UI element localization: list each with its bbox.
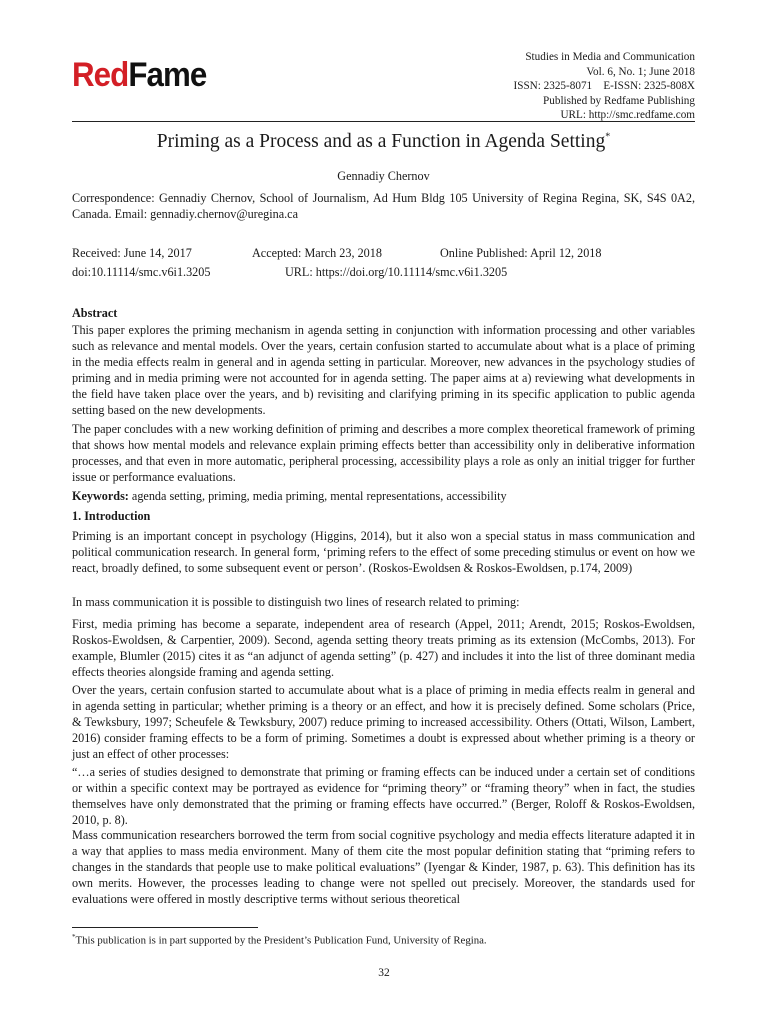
journal-info — [514, 50, 696, 123]
published-date: Online Published: April 12, 2018 — [440, 246, 602, 260]
abstract-heading: Abstract — [72, 306, 118, 320]
paper-title — [72, 131, 695, 153]
title-footnote-mark: * — [605, 131, 611, 143]
footnote — [72, 933, 487, 947]
footnote-mark: * — [72, 933, 76, 941]
doi-url[interactable]: URL: https://doi.org/10.11114/smc.v6i1.3205 — [285, 265, 508, 279]
intro-paragraph-5: Mass communication researchers borrowed the term from social cognitive psychology and media effects literature adapted it in a way that applies to mass media environment. Many of them cite the most popular definition stating that “priming refers to changes in the standards that people use to make political evaluations” (Iyengar & Kinder, 1987, p. 63). This definition has its own merits. However, the processes leading to change were not spelled out precisely. Moreover, the standards used for evaluations were offered in mostly descriptive terms without serious theoretical — [72, 828, 695, 906]
logo-red-part: Red — [72, 56, 129, 94]
header-rule — [72, 121, 695, 122]
author-name: Gennadiy Chernov — [337, 169, 430, 183]
keywords-label: Keywords: — [72, 489, 129, 503]
footnote-text: This publication is in part supported by the President’s Publication Fund, University of Regina. — [75, 934, 487, 947]
doi: doi:10.11114/smc.v6i1.3205 — [72, 265, 211, 279]
footnote-rule — [72, 927, 258, 928]
intro-quote: “…a series of studies designed to demonstrate that priming or framing effects can be induced under a certain set of conditions or within a specific context may be portrayed as evidence for “priming theory” or “framing theory” when in fact, the studies themselves have only demonstrated that the priming or framing effects have occurred.” (Berger, Roloff & Roskos-Ewoldsen, 2010, p. 8). — [72, 765, 695, 827]
intro-paragraph-3: First, media priming has become a separate, independent area of research (Appel, 2011; Arendt, 2015; Roskos-Ewoldsen, Roskos-Ewoldsen, & Carpentier, 2009). Second, agenda setting theory treats priming as its extension (McCombs, 2013). For example, Blumler (2015) cites it as “an adjunct of agenda setting” (p. 427) and includes it into the list of three dominant media effects theories alongside framing and agenda setting. — [72, 617, 695, 679]
paper-title-text: Priming as a Process and as a Function in Agenda Setting — [156, 131, 606, 152]
intro-paragraph-2: In mass communication it is possible to distinguish two lines of research related to priming: — [72, 595, 520, 609]
correspondence: Correspondence: Gennadiy Chernov, School of Journalism, Ad Hum Bldg 105 University of Regina Regina, SK, S4S 0A2, Canada. Email: gennadiy.chernov@uregina.ca — [72, 191, 695, 221]
accepted-date: Accepted: March 23, 2018 — [252, 246, 382, 260]
publisher-logo — [72, 56, 206, 95]
section-heading-introduction: 1. Introduction — [72, 509, 151, 523]
journal-issn: ISSN: 2325-8071 E-ISSN: 2325-808X — [513, 80, 695, 93]
received-date: Received: June 14, 2017 — [72, 246, 192, 260]
journal-volume: Vol. 6, No. 1; June 2018 — [586, 65, 695, 78]
page-number: 32 — [378, 967, 390, 979]
journal-name: Studies in Media and Communication — [525, 51, 695, 63]
intro-paragraph-4: Over the years, certain confusion started to accumulate about what is a place of priming in media effects realm in general and in agenda setting in particular; whether priming is a theory or an effect, and how it is precisely defined. Some scholars (Price, & Tewksbury, 1997; Scheufele & Tewksbury, 2007) reduce priming to increased accessibility. Others (Ottati, Wilson, Lambert, 2016) consider framing effects to be a form of priming. Sometimes a doubt is expressed about whether priming is a theory or just an effect of other processes: — [72, 683, 695, 761]
abstract-paragraph-2: The paper concludes with a new working definition of priming and describes a more complex theoretical framework of priming that shows how mental models and relevance explain priming effects better than accessibility only in deliberative information processes, and that even in more automatic, peripheral processing, accessibility plays a role as only an initial trigger for further issue or performance evaluations. — [72, 422, 695, 484]
keywords-list: agenda setting, priming, media priming, mental representations, accessibility — [128, 489, 507, 503]
intro-paragraph-1: Priming is an important concept in psychology (Higgins, 2014), but it also won a special status in mass communication and political communication research. In general form, ‘priming refers to the effect of some preceding stimulus or event on how we react, broadly defined, to some subsequent event or person’. (Roskos-Ewoldsen & Roskos-Ewoldsen, p.174, 2009) — [72, 529, 695, 575]
journal-publisher: Published by Redfame Publishing — [543, 94, 695, 107]
keywords — [72, 489, 695, 505]
abstract-paragraph-1: This paper explores the priming mechanism in agenda setting in conjunction with information processing and other variables such as relevance and mental models. Over the years, certain confusion started to accumulate about what is a place of priming in the media effects realm in general and in agenda setting in particular. Moreover, new advances in the psychology studies of priming and in media priming were not accounted for in agenda setting. The paper aims at a) reviewing what developments in the field have taken place over the years, and b) revisiting and clarifying priming in its specific application to public agenda setting based on the new developments. — [72, 323, 695, 417]
logo-black-part: Fame — [128, 56, 207, 94]
journal-url[interactable]: URL: http://smc.redfame.com — [560, 109, 695, 122]
